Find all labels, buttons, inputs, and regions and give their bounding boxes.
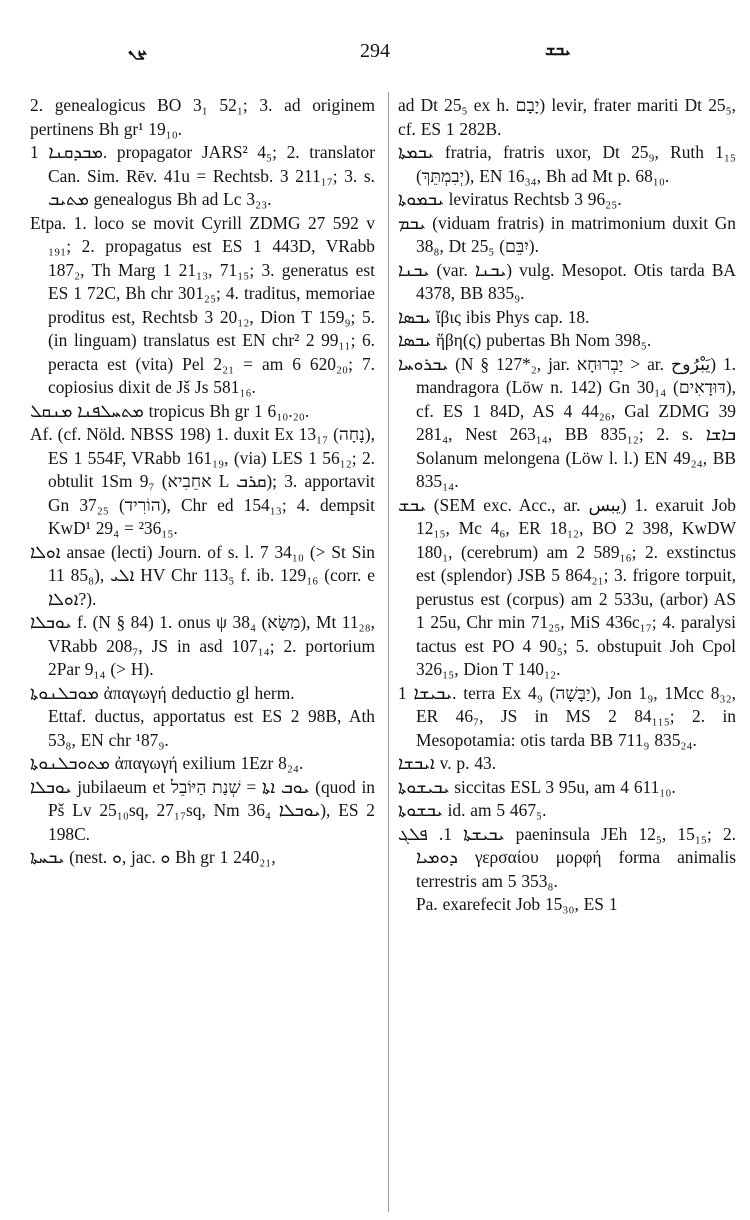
dictionary-entry: ܝܒܝܫܘܬܐ siccitas ESL 3 95u, am 4 611₁₀.: [398, 776, 676, 797]
page-header: [0, 40, 750, 76]
page-number: 294: [360, 40, 390, 62]
dictionary-entry: ܡܘܒܠܢܘܬܐ ἀπαγωγή deductio gl herm.: [30, 682, 295, 703]
right-column: [398, 94, 736, 917]
dictionary-entry: ܝܒܝܫܐ 1. terra Ex 4₉ (יַבָּשָׁה), Jon 1₉, 1Mcc 8₃₂, ER 46₇, JS in MS 2 84₁₁₅; 2. in Mesopotamia: otis tarda BB 711₉ 835₂₄.: [398, 682, 736, 750]
dictionary-entry: ܐܝܒܫܐ v. p. 43.: [398, 753, 497, 773]
dictionary-entry: Pa. exarefecit Job 15₃₀, ES 1: [416, 894, 618, 914]
dictionary-entry: ܝܒܫܘܬܐ id. am 5 467₅.: [398, 800, 547, 820]
dictionary-entry: ܝܒܡܬܐ fratria, fratris uxor, Dt 25₉, Ruth 1₁₅ (יְבִמְתֵּךְ), EN 16₃₄, Bh ad Mt p. 68₁₀.: [398, 142, 736, 186]
dictionary-entry: ܡܬܘܒܠܢܘܬܐ ἀπαγωγή exilium 1Ezr 8₂₄.: [30, 753, 304, 773]
dictionary-entry: ܝܒܡ (viduam fratris) in matrimonium duxit Gn 38₈, Dt 25₅ (יִבֵּם).: [398, 212, 736, 256]
dictionary-entry: ܝܒܡܘܬܐ leviratus Rechtsb 3 96₂₅.: [398, 189, 622, 209]
header-right-catchword: ܝܒܫ: [545, 40, 571, 59]
dictionary-entry: ܝܒܣܐ ἴβις ibis Phys cap. 18.: [398, 306, 590, 327]
left-column: [30, 94, 375, 870]
dictionary-entry: ad Dt 25₅ ex h. יָבָם) levir, frater mariti Dt 25₅, cf. ES 1 282B.: [398, 95, 736, 139]
dictionary-entry: ܝܒܢܐ (var. ܝܒܢܐ) vulg. Mesopot. Otis tarda BA 4378, BB 835₉.: [398, 259, 736, 303]
dictionary-entry: Ettaf. ductus, apportatus est ES 2 98B, Ath 53₈, EN chr ¹87₉.: [48, 706, 375, 750]
column-divider: [388, 92, 389, 1212]
dictionary-entry: ܝܘܒܠܐ jubilaeum et ܝܘܒ ܐܬܐ = שְׁנַת הַיּוֹבֵל (quod in Pš Lv 25₁₀sq, 27₁₇sq, Nm 36₄ ܝܘܒܠܐ), ES 2 198C.: [30, 776, 376, 844]
dictionary-entry: ܝܒܝܫܬܐ 1. ܦܠܓ paeninsula JEh 12₅, 15₁₅; 2. ܕܘܡܝܐ γερσαίου μορφή forma animalis terrestris am 5 353₈.: [398, 823, 737, 891]
dictionary-entry: 2. genealogicus BO 3₁ 52₁; 3. ad originem pertinens Bh gr¹ 19₁₀.: [30, 95, 375, 139]
dictionary-entry: Af. (cf. Nöld. NBSS 198) 1. duxit Ex 13₁₇ (נָחָה), ES 1 554F, VRabb 161₁₉, (via) LES 1 56₁₂; 2. obtulit 1Sm 9₇ (אחֵבִיא L ܩܪܒ); 3. apportavit Gn 37₂₅ (הוֹרִיד), Chr ed 154₁₃; 4. dempsit KwD¹ 29₄ = ²36₁₅.: [30, 424, 376, 538]
dictionary-entry: ܡܬܚܠܦܢܐ ܡܢܩܠ tropicus Bh gr 1 6₁₀.₂₀.: [30, 400, 310, 421]
dictionary-entry: ܝܘܒܠܐ f. (N § 84) 1. onus ψ 38₄ (מַשָּׂא), Mt 11₂₈, VRabb 208₇, JS in asd 107₁₄; 2. portorium 2Par 9₁₄ (> H).: [30, 612, 375, 679]
dictionary-entry: ܡܒܕܩܢܐ 1. propagator JARS² 4₅; 2. translator Can. Sim. Rēv. 41u = Rechtsb. 3 211₁₇; 3. s. ܡܬܝܒ genealogus Bh ad Lc 3₂₃.: [30, 142, 375, 209]
dictionary-entry: ܝܒܚܬܐ (nest. ܘ, jac. ܘ Bh gr 1 240₂₁,: [30, 847, 276, 867]
dictionary-entry: ܐܘܠܐ ansae (lecti) Journ. of s. l. 7 34₁₀ (> St Sin 11 85₈), ܐܠܝ HV Chr 113₅ f. ib. 129₁₆ (corr. e ܐܘܠܐ?).: [30, 541, 375, 609]
dictionary-entry: Etpa. 1. loco se movit Cyrill ZDMG 27 592 v ₁₉₁; 2. propagatus est ES 1 443D, VRabb 187₂, Th Marg 1 21₁₃, 71₁₅; 3. generatus est ES 1 72C, Bh chr 301₂₅; 4. traditus, memoriae proditus est, Rechtsb 3 20₁₂, Dion T 159₉; 5. (in linguam) translatus est EN chr² 2 99₁₁; 6. peracta est (vita) Pel 2₂₁ = am 6 620₂₀; 7. copiosius dixit de Jš Js 581₁₆.: [30, 212, 375, 397]
dictionary-entry: ܝܒܣܐ ἥβη(ς) pubertas Bh Nom 398₅.: [398, 330, 652, 350]
dictionary-entry: ܝܒܪܘܚܐ (N § 127*₂, jar. יַבְרוּחָא > ar. يَبْرُوح) 1. mandragora (Löw n. 142) Gn 30₁₄ (דּוּדָאִים), cf. ES 1 84D, AS 4 44₂₆, Gal ZDMG 39 281₄, Nest 263₁₄, BB 835₁₂; 2. s. ܒܐܫܐ Solanum melongena (Löw l. l.) EN 49₂₄, BB 835₁₄.: [398, 353, 736, 491]
dictionary-entry: ܝܒܫ (SEM exc. Acc., ar. يبس) 1. exaruit Job 12₁₅, Mc 4₆, ER 18₁₂, BO 2 398, KwDW 180₁, (cerebrum) am 2 589₁₆; 2. exstinctus est (splendor) JSB 5 864₂₁; 3. frigore torpuit, perustus est (corpus) am 2 533u, (arbor) AS 1 25u, Chr min 71₂₅, MiS 436c₁₇; 4. paralysi tactus est PO 4 90₅; 5. obstupuit Joh Cpol 326₁₅, Dion T 140₁₂.: [398, 494, 736, 679]
header-left-catchword: ܨܢ: [128, 40, 147, 59]
